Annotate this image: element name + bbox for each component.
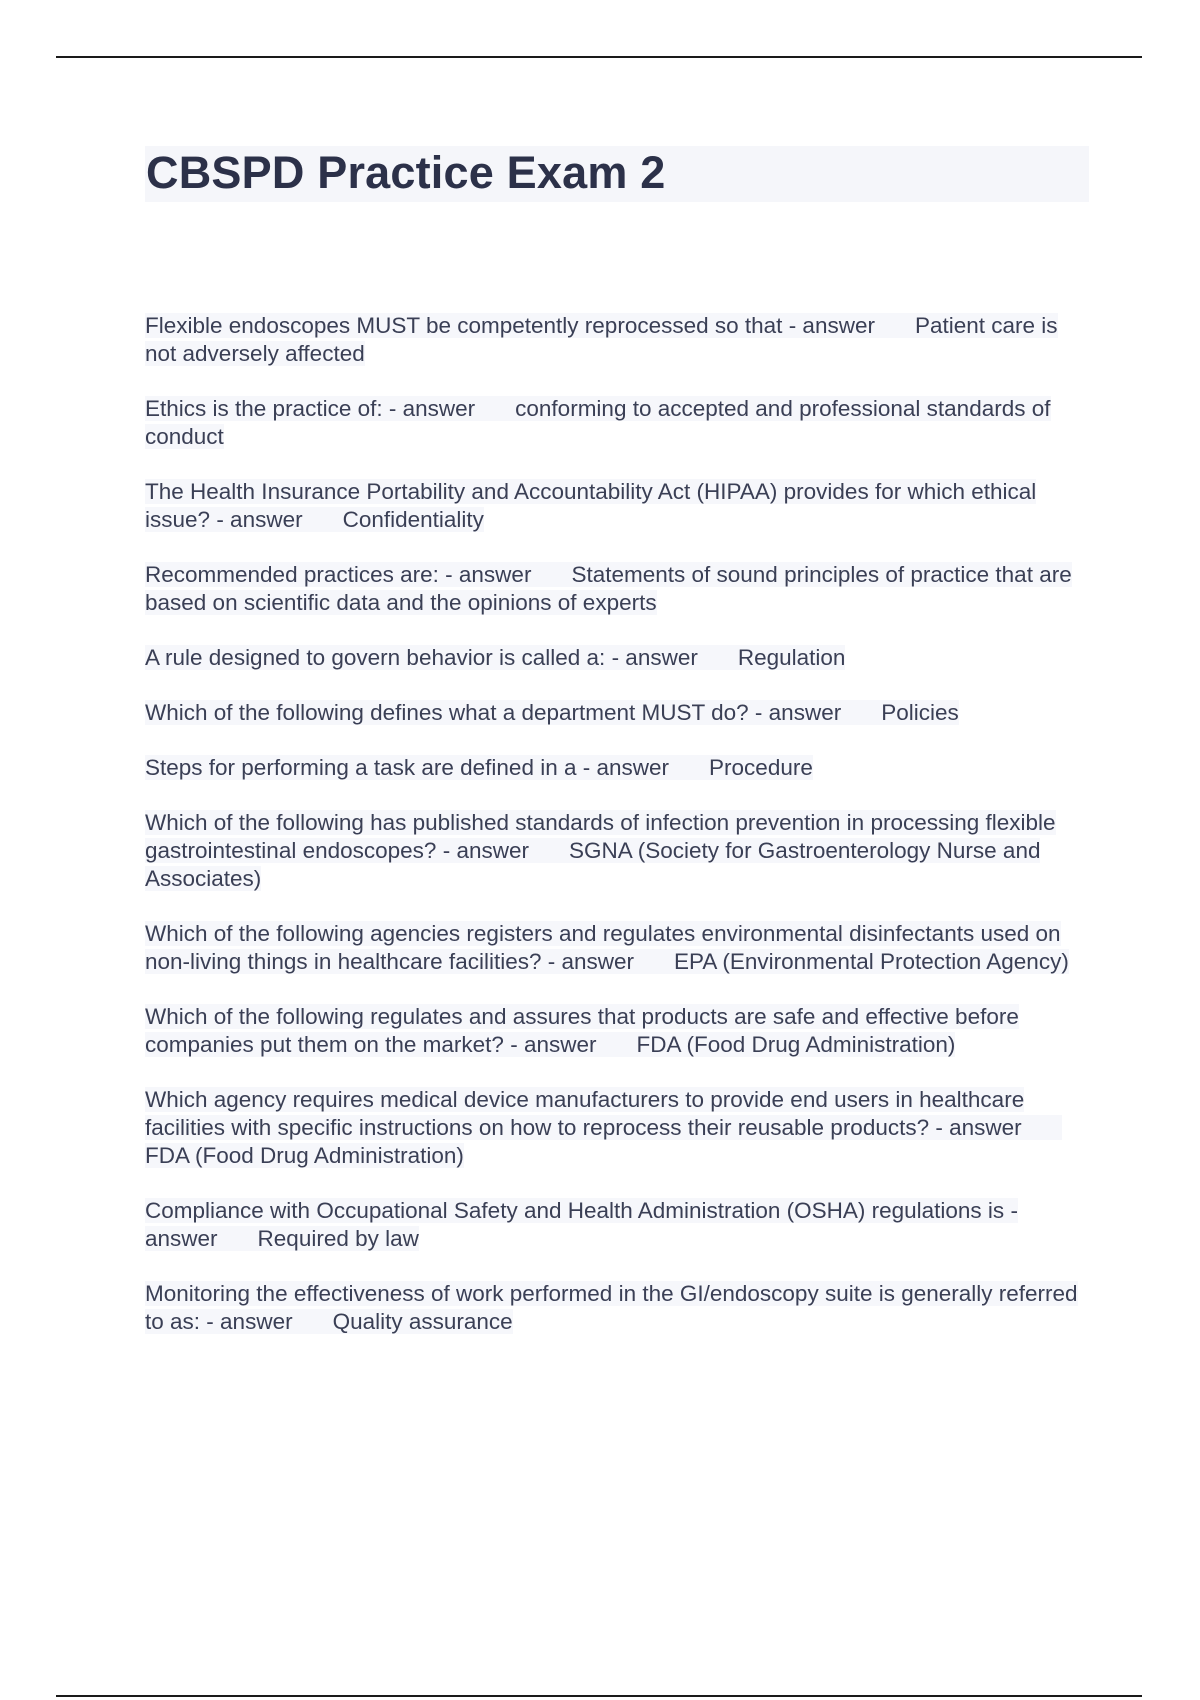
question-text: Compliance with Occupational Safety and Health Administration (OSHA) regulations is	[145, 1198, 1005, 1223]
question-text: Which of the following agencies registers and regulates environmental disinfectants used on non-living things in healthcare facilities?	[145, 921, 1061, 974]
answer-marker: - answer	[206, 1309, 293, 1334]
answer-text: conforming to accepted and professional standards of conduct	[145, 396, 1051, 449]
qa-item	[145, 920, 1090, 976]
qa-item	[145, 561, 1090, 617]
answer-text: Patient care is not adversely affected	[145, 313, 1058, 366]
question-text: Flexible endoscopes MUST be competently reprocessed so that	[145, 313, 783, 338]
question-text: Ethics is the practice of:	[145, 396, 383, 421]
qa-item	[145, 395, 1090, 451]
question-text: Monitoring the effectiveness of work performed in the GI/endoscopy suite is generally referred to as:	[145, 1281, 1078, 1334]
answer-text: Policies	[881, 700, 959, 725]
qa-item	[145, 644, 1090, 672]
answer-marker: - answer	[582, 755, 670, 780]
qa-item	[145, 1003, 1090, 1059]
answer-marker: - answer	[216, 507, 303, 532]
answer-marker: - answer	[788, 313, 875, 338]
answer-text: Statements of sound principles of practice that are based on scientific data and the opinions of experts	[145, 562, 1072, 615]
qa-item	[145, 1197, 1090, 1253]
answer-text: Confidentiality	[342, 507, 484, 532]
qa-item	[145, 1086, 1090, 1170]
footer-rule	[56, 1695, 1142, 1697]
question-answer-list	[145, 312, 1090, 1363]
qa-item	[145, 754, 1090, 782]
answer-text: EPA (Environmental Protection Agency)	[674, 949, 1069, 974]
answer-marker: - answer	[442, 838, 529, 863]
answer-marker: - answer	[510, 1032, 597, 1057]
answer-marker: - answer	[145, 1198, 1018, 1251]
answer-marker: - answer	[935, 1115, 1022, 1140]
question-text: The Health Insurance Portability and Accountability Act (HIPAA) provides for which ethical issue?	[145, 479, 1037, 532]
question-text: Which of the following defines what a department MUST do?	[145, 700, 749, 725]
answer-marker: - answer	[388, 396, 476, 421]
question-text: Which of the following regulates and assures that products are safe and effective before companies put them on the market?	[145, 1004, 1019, 1057]
answer-text: Required by law	[257, 1226, 419, 1251]
answer-text: Procedure	[709, 755, 813, 780]
answer-text: SGNA (Society for Gastroenterology Nurse and Associates)	[145, 838, 1041, 891]
question-text: Which agency requires medical device manufacturers to provide end users in healthcare facilities with specific instructions on how to reprocess their reusable products?	[145, 1087, 1025, 1140]
answer-marker: - answer	[445, 562, 532, 587]
question-text: Recommended practices are:	[145, 562, 439, 587]
answer-marker: - answer	[611, 645, 698, 670]
answer-text: Quality assurance	[332, 1309, 513, 1334]
qa-item	[145, 699, 1090, 727]
header-rule	[56, 56, 1142, 58]
qa-item	[145, 809, 1090, 893]
answer-text: Regulation	[737, 645, 846, 670]
answer-text: FDA (Food Drug Administration)	[145, 1143, 464, 1168]
answer-marker: - answer	[754, 700, 842, 725]
question-text: Steps for performing a task are defined in a	[145, 755, 577, 780]
answer-text: FDA (Food Drug Administration)	[636, 1032, 956, 1057]
page-title: CBSPD Practice Exam 2	[146, 147, 666, 198]
qa-item	[145, 312, 1090, 368]
qa-item	[145, 478, 1090, 534]
question-text: Which of the following has published standards of infection prevention in processing flexible gastrointestinal endoscopes?	[145, 810, 1056, 863]
question-text: A rule designed to govern behavior is called a:	[145, 645, 606, 670]
qa-item	[145, 1280, 1090, 1336]
answer-marker: - answer	[547, 949, 635, 974]
